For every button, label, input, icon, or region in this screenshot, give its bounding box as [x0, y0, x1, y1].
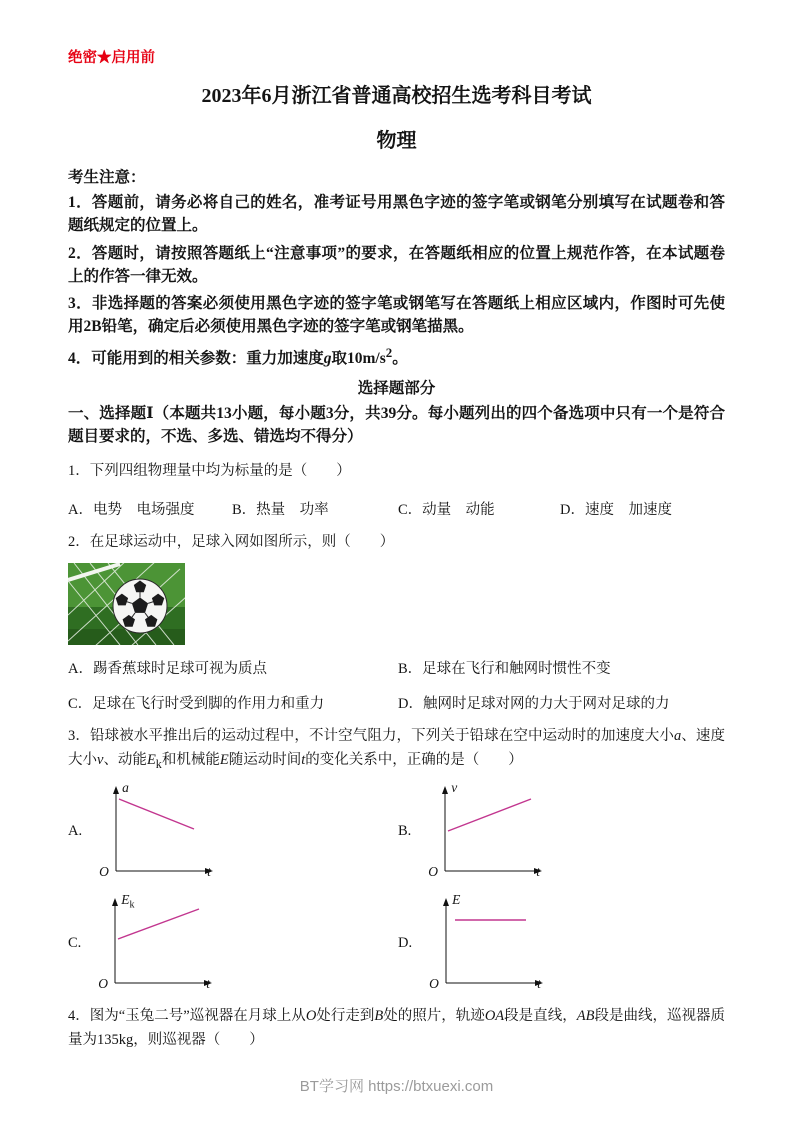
notice-item: 1．答题前，请务必将自己的姓名，准考证号用黑色字迹的签字笔或钢笔分别填写在试题卷和答题纸规定的位置上。: [68, 194, 725, 235]
graph-option-label: C.: [68, 935, 82, 952]
section1-intro: 一、选择题Ⅰ（本题共13小题，每小题3分，共39分。每小题列出的四个备选项中只有一个是符合题目要求的，不选、多选、错选均不得分）: [68, 404, 725, 446]
y-axis-arrow-icon: [443, 898, 449, 906]
q1-option-d: D．速度 加速度: [560, 502, 672, 519]
plot-b-svg: [425, 783, 547, 881]
q1-option-c: C．动量 动能: [398, 502, 495, 519]
graph-option-label: A.: [68, 823, 83, 840]
y-axis-label: E: [452, 891, 461, 907]
q2-option-a: A．踢香蕉球时足球可视为质点: [68, 661, 267, 678]
y-axis-label: a: [122, 779, 129, 795]
q1-stem: 1．下列四组物理量中均为标量的是（ ）: [68, 463, 351, 480]
graph-option-label: B.: [398, 823, 412, 840]
q1-option-b: B．热量 功率: [232, 502, 329, 519]
origin-label: O: [98, 975, 109, 991]
notice-item: 3．非选择题的答案必须使用黑色字迹的签字笔或钢笔写在答题纸上相应区域内，作图时可先使用2B铅笔，确定后必须使用黑色字迹的签字笔或钢笔描黑。: [68, 295, 725, 336]
notice-item: 2．答题时，请按照答题纸上“注意事项”的要求，在答题纸相应的位置上规范作答，在本试题卷上的作答一律无效。: [68, 244, 725, 285]
plot-a-svg: [96, 783, 218, 881]
notice-list: [68, 191, 725, 370]
page-footer: [0, 1075, 793, 1096]
q3-graph-c: [68, 891, 398, 993]
soccer-ball-graphic: [113, 579, 167, 633]
graph-line: [448, 799, 531, 831]
q2-option-b: B．足球在飞行和触网时惯性不变: [398, 661, 611, 678]
x-axis-label: t: [206, 975, 211, 991]
y-axis-arrow-icon: [442, 786, 448, 794]
y-axis-arrow-icon: [113, 786, 119, 794]
origin-label: O: [429, 975, 439, 991]
soccer-net-image: [68, 563, 185, 645]
graph-line: [119, 799, 194, 829]
notice-item: 4．可能用到的相关参数：重力加速度g取$10m/s^2$。: [68, 344, 408, 367]
y-axis-arrow-icon: [112, 898, 118, 906]
x-axis-label: t: [536, 863, 541, 879]
x-axis-label: t: [537, 975, 541, 991]
q3-graph-b: [398, 779, 725, 881]
graph-option-label: D.: [398, 935, 413, 952]
origin-label: O: [428, 863, 439, 879]
part-header: 选择题部分: [357, 379, 436, 397]
q3-graph-d: [398, 891, 725, 993]
q3-stem: 3．铅球被水平推出后的运动过程中，不计空气阻力，下列关于铅球在空中运动时的加速度大小a、速度大小v、动能$E_k$和机械能E随运动时间t的变化关系中，正确的是（ ）: [68, 728, 726, 772]
plot-a: [96, 779, 218, 881]
q3-graph-a: [68, 779, 398, 881]
plot-b: [425, 779, 547, 881]
footer-site-link[interactable]: BT学习网 https://btxuexi.com: [299, 1078, 494, 1095]
plot-d-svg: [426, 895, 548, 993]
q2-option-c: C．足球在飞行时受到脚的作用力和重力: [68, 696, 325, 713]
q3-graphs: [68, 779, 725, 993]
origin-label: O: [99, 863, 109, 879]
q1-option-a: A．电势 电场强度: [68, 502, 195, 519]
x-axis-label: t: [207, 863, 211, 879]
notice-header: 考生注意：: [68, 169, 146, 186]
y-axis-label: v: [451, 779, 458, 795]
plot-c-svg: [95, 895, 217, 993]
q1-options: [68, 498, 725, 519]
q4-stem: 4．图为“玉兔二号”巡视器在月球上从O处行走到B处的照片，轨迹OA段是直线，AB段是曲线，巡视器质量为135kg，则巡视器（ ）: [68, 1007, 726, 1048]
exam-title: 2023年6月浙江省普通高校招生选考科目考试: [201, 85, 592, 107]
q2-option-d: D．触网时足球对网的力大于网对足球的力: [398, 696, 670, 713]
graph-line: [118, 909, 199, 939]
plot-d: [426, 891, 548, 993]
q2-options: [68, 657, 725, 713]
subject-title: 物理: [376, 130, 417, 152]
classified-banner: 绝密★启用前: [68, 50, 155, 66]
y-axis-label: $E_k$: [121, 891, 135, 911]
q2-stem: 2．在足球运动中，足球入网如图所示，则（ ）: [68, 534, 395, 551]
plot-c: [95, 891, 217, 993]
